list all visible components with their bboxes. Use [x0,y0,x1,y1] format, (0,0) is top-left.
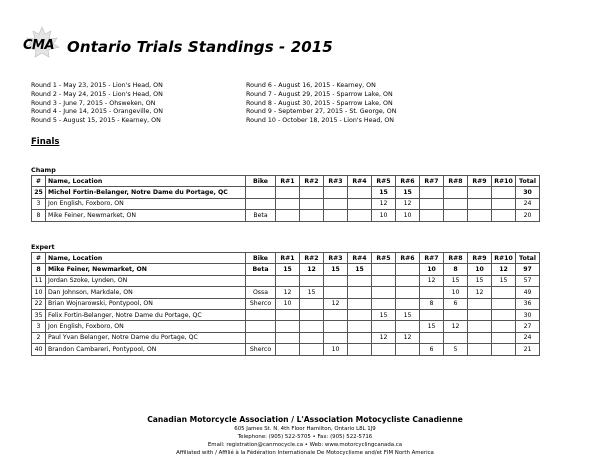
round-score [372,321,396,332]
round-score [396,275,420,286]
column-header: Bike [246,253,276,264]
round-score [348,187,372,198]
column-header: Bike [246,176,276,187]
round-score [372,275,396,286]
rider-name-location: Felix Fortin-Belanger, Notre Dame du Portage, QC [46,309,246,320]
column-header: R#9 [468,176,492,187]
column-header: R#5 [372,176,396,187]
round-score [492,198,516,209]
rider-number: 40 [32,344,46,355]
round-score: 6 [444,298,468,309]
round-score [444,309,468,320]
table-row [32,264,540,275]
bike-cell [246,321,276,332]
round-score: 12 [276,287,300,298]
bike-cell [246,187,276,198]
footer-org: Canadian Motorcycle Association / L'Association Motocycliste Canadienne [147,415,463,424]
round-score [420,187,444,198]
round-score [396,344,420,355]
table-row [32,275,540,286]
rider-name-location: Mike Feiner, Newmarket, ON [46,210,246,221]
rider-number: 8 [32,264,46,275]
round-score [420,309,444,320]
column-header: Total [516,253,540,264]
bike-cell: Sherco [246,344,276,355]
round-score: 15 [444,275,468,286]
total-score: 24 [516,198,540,209]
round-score: 12 [396,198,420,209]
round-score: 8 [420,298,444,309]
rider-name-location: Brian Wojnarowski, Pontypool, ON [46,298,246,309]
round-score [324,275,348,286]
round-score: 5 [444,344,468,355]
round-score [444,198,468,209]
rider-number: 3 [32,198,46,209]
bike-cell: Sherco [246,298,276,309]
expert-class-label: Expert [31,243,55,251]
round-score: 15 [348,264,372,275]
round-item: Round 7 - August 29, 2015 - Sparrow Lake, ON [246,90,393,98]
column-header: R#1 [276,253,300,264]
round-score: 15 [396,187,420,198]
footer-email: Email: registration@canmocycle.ca • Web: www.motorcyclingcanada.ca [207,442,403,448]
total-score: 30 [516,309,540,320]
round-score [300,332,324,343]
bike-cell: Beta [246,210,276,221]
round-score [300,275,324,286]
rounds-list-right [246,82,396,126]
column-header: R#8 [444,253,468,264]
column-header: # [32,176,46,187]
round-score: 15 [324,264,348,275]
rider-name-location: Dan Johnson, Markdale, ON [46,287,246,298]
round-item: Round 10 - October 18, 2015 - Lion's Head, ON [246,117,394,125]
cma-logo [20,26,64,60]
column-header: R#3 [324,176,348,187]
round-score [348,298,372,309]
table-row [32,298,540,309]
table-row [32,321,540,332]
bike-cell: Beta [246,264,276,275]
table-row [32,287,540,298]
bike-cell [246,309,276,320]
round-score: 12 [372,198,396,209]
round-score [420,198,444,209]
round-score: 10 [276,298,300,309]
table-row [32,309,540,320]
column-header: R#6 [396,253,420,264]
round-score [276,210,300,221]
round-score [468,210,492,221]
round-score [276,321,300,332]
total-score: 36 [516,298,540,309]
round-score [324,287,348,298]
round-score [396,287,420,298]
column-header: Total [516,176,540,187]
round-score [372,298,396,309]
bike-cell [246,332,276,343]
round-score [396,298,420,309]
rider-name-location: Jordan Szoke, Lynden, ON [46,275,246,286]
round-score [276,309,300,320]
round-item: Round 3 - June 7, 2015 - Ohsweken, ON [31,99,156,107]
round-score: 12 [444,321,468,332]
round-score [324,332,348,343]
round-score [324,309,348,320]
column-header: R#7 [420,253,444,264]
footer-address: 605 James St. N. 4th Floor Hamilton, Ontario L8L 1J9 [234,426,376,432]
rider-number: 2 [32,332,46,343]
total-score: 21 [516,344,540,355]
round-score [420,287,444,298]
bike-cell: Ossa [246,287,276,298]
round-score [468,309,492,320]
round-score: 12 [372,332,396,343]
round-score [444,210,468,221]
column-header: R#8 [444,176,468,187]
round-score [492,210,516,221]
round-score [276,187,300,198]
round-score [324,198,348,209]
round-score [348,198,372,209]
round-score [492,344,516,355]
round-score [348,275,372,286]
round-score: 12 [300,264,324,275]
expert-standings-table [31,252,540,356]
rider-name-location: Jon English, Foxboro, ON [46,198,246,209]
column-header: R#5 [372,253,396,264]
round-score [372,344,396,355]
round-score [324,321,348,332]
footer-affiliation: Affiliated with / Affilié à la Fédération Internationale De Motocyclisme and/et FIM North America [176,450,434,456]
round-score: 15 [300,287,324,298]
round-score [300,210,324,221]
round-score [444,332,468,343]
round-score [468,344,492,355]
column-header: R#2 [300,253,324,264]
round-score: 10 [468,264,492,275]
rider-name-location: Paul Yvan Belanger, Notre Dame du Portage, QC [46,332,246,343]
column-header: # [32,253,46,264]
round-score [372,264,396,275]
column-header: R#4 [348,176,372,187]
table-row [32,344,540,355]
round-score [492,187,516,198]
rounds-list-left [31,82,163,126]
round-score [348,332,372,343]
round-score [492,298,516,309]
round-score [492,309,516,320]
rider-number: 22 [32,298,46,309]
table-row [32,198,540,209]
round-score [348,344,372,355]
rider-number: 11 [32,275,46,286]
column-header: R#10 [492,253,516,264]
round-item: Round 1 - May 23, 2015 - Lion's Head, ON [31,82,163,89]
round-score: 15 [396,309,420,320]
column-header: R#2 [300,176,324,187]
column-header: R#9 [468,253,492,264]
column-header: R#4 [348,253,372,264]
column-header: R#7 [420,176,444,187]
round-score: 15 [372,309,396,320]
column-header: Name, Location [46,253,246,264]
table-header-row [32,253,540,264]
round-score [300,187,324,198]
round-score [300,309,324,320]
round-score: 12 [420,275,444,286]
rider-number: 25 [32,187,46,198]
round-item: Round 2 - May 24, 2015 - Lion's Head, ON [31,90,163,98]
round-item: Round 8 - August 30, 2015 - Sparrow Lake, ON [246,99,393,107]
page-title: Ontario Trials Standings - 2015 [67,38,333,56]
round-score [372,287,396,298]
round-item: Round 9 - September 27, 2015 - St. George, ON [246,108,397,116]
round-score [420,332,444,343]
bike-cell [246,275,276,286]
round-score [276,332,300,343]
round-score: 10 [324,344,348,355]
round-score: 12 [324,298,348,309]
total-score: 57 [516,275,540,286]
total-score: 30 [516,187,540,198]
rider-name-location: Jon English, Foxboro, ON [46,321,246,332]
rider-name-location: Brandon Cambareri, Pontypool, ON [46,344,246,355]
round-score [300,198,324,209]
round-item: Round 6 - August 16, 2015 - Kearney, ON [246,82,376,89]
total-score: 20 [516,210,540,221]
total-score: 24 [516,332,540,343]
round-score [276,275,300,286]
round-score [348,287,372,298]
finals-heading: Finals [31,137,60,147]
round-score: 12 [468,287,492,298]
round-score: 15 [492,275,516,286]
footer-phone: Telephone: (905) 522-5705 • Fax: (905) 522-5716 [237,434,373,440]
table-row [32,210,540,221]
table-row [32,187,540,198]
round-score [348,309,372,320]
round-score: 10 [372,210,396,221]
rider-number: 35 [32,309,46,320]
round-score: 12 [396,332,420,343]
round-score: 6 [420,344,444,355]
round-score [300,344,324,355]
round-score [276,344,300,355]
champ-standings-table [31,175,540,222]
round-score [396,321,420,332]
round-score [492,287,516,298]
round-score [468,187,492,198]
rider-number: 10 [32,287,46,298]
logo-text: CMA [23,38,55,53]
total-score: 49 [516,287,540,298]
round-score: 10 [444,287,468,298]
column-header: R#3 [324,253,348,264]
rider-name-location: Michel Fortin-Belanger, Notre Dame du Portage, QC [46,187,246,198]
round-score: 15 [372,187,396,198]
round-score: 10 [420,264,444,275]
round-score [468,321,492,332]
rider-number: 8 [32,210,46,221]
round-score: 8 [444,264,468,275]
round-score [324,187,348,198]
round-score: 15 [276,264,300,275]
rider-name-location: Mike Feiner, Newmarket, ON [46,264,246,275]
round-score: 15 [420,321,444,332]
column-header: R#10 [492,176,516,187]
champ-class-label: Champ [31,166,56,174]
column-header: R#1 [276,176,300,187]
round-score [444,187,468,198]
round-score: 12 [492,264,516,275]
round-item: Round 5 - August 15, 2015 - Kearney, ON [31,117,161,125]
round-score: 15 [468,275,492,286]
column-header: R#6 [396,176,420,187]
column-header: Name, Location [46,176,246,187]
round-score [396,264,420,275]
round-score: 10 [396,210,420,221]
round-score [300,321,324,332]
rider-number: 3 [32,321,46,332]
round-score [468,332,492,343]
table-row [32,332,540,343]
round-score [348,210,372,221]
round-score [276,198,300,209]
bike-cell [246,198,276,209]
round-score [324,210,348,221]
round-score [348,321,372,332]
round-score [300,298,324,309]
table-header-row [32,176,540,187]
round-score [468,198,492,209]
round-score [420,210,444,221]
round-score [492,332,516,343]
round-score [492,321,516,332]
round-score [468,298,492,309]
total-score: 97 [516,264,540,275]
total-score: 27 [516,321,540,332]
round-item: Round 4 - June 14, 2015 - Orangeville, ON [31,108,164,116]
